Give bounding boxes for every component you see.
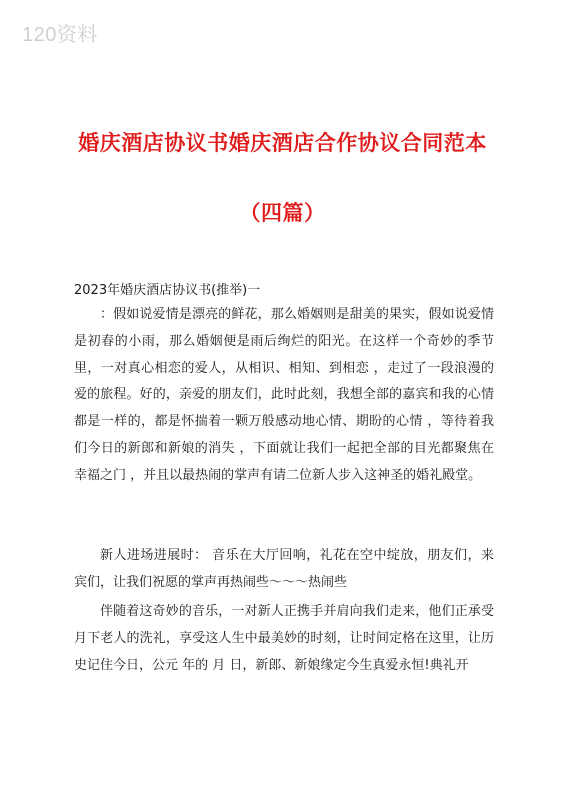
watermark: 120资料 — [22, 24, 98, 46]
document-title: 婚庆酒店协议书婚庆酒店合作协议合同范本 — [78, 130, 487, 155]
paragraph-entrance: 新人进场进展时： 音乐在大厅回响，礼花在空中绽放，朋友们，来宾们，让我们祝愿的掌声再热闹些～～～热闹些 — [74, 548, 494, 590]
section-heading: 2023年婚庆酒店协议书(推举)一 — [74, 283, 261, 298]
document-title-suffix: （四篇） — [239, 200, 326, 225]
paragraph-ceremony: 伴随着这奇妙的音乐，一对新人正携手并肩向我们走来，他们正承受月下老人的洗礼，享受这人生中最美妙的时刻，让时间定格在这里，让历史记住今日，公元 年的 月 日，新郎、新娘缘定今生真爱永恒!典礼开 — [74, 604, 494, 673]
paragraph-opening: ：假如说爱情是漂亮的鲜花，那么婚姻则是甜美的果实，假如说爱情是初春的小雨，那么婚姻便是雨后绚烂的阳光。在这样一个奇妙的季节里，一对真心相恋的爱人，从相识、相知、到相恋 ，走过了一段浪漫的爱的旅程。好的，亲爱的朋友们，此时此刻，我想全部的嘉宾和我的心情都是一样的，都是怀揣着一颗万般感动地心情、期盼的心情 ，等待着我们今日的新郎和新娘的消失 ，下面就让我们一起把全部的目光都聚焦在幸福之门 ，并且以最热闹的掌声有请二位新人步入这神圣的婚礼殿堂。 — [74, 307, 494, 483]
